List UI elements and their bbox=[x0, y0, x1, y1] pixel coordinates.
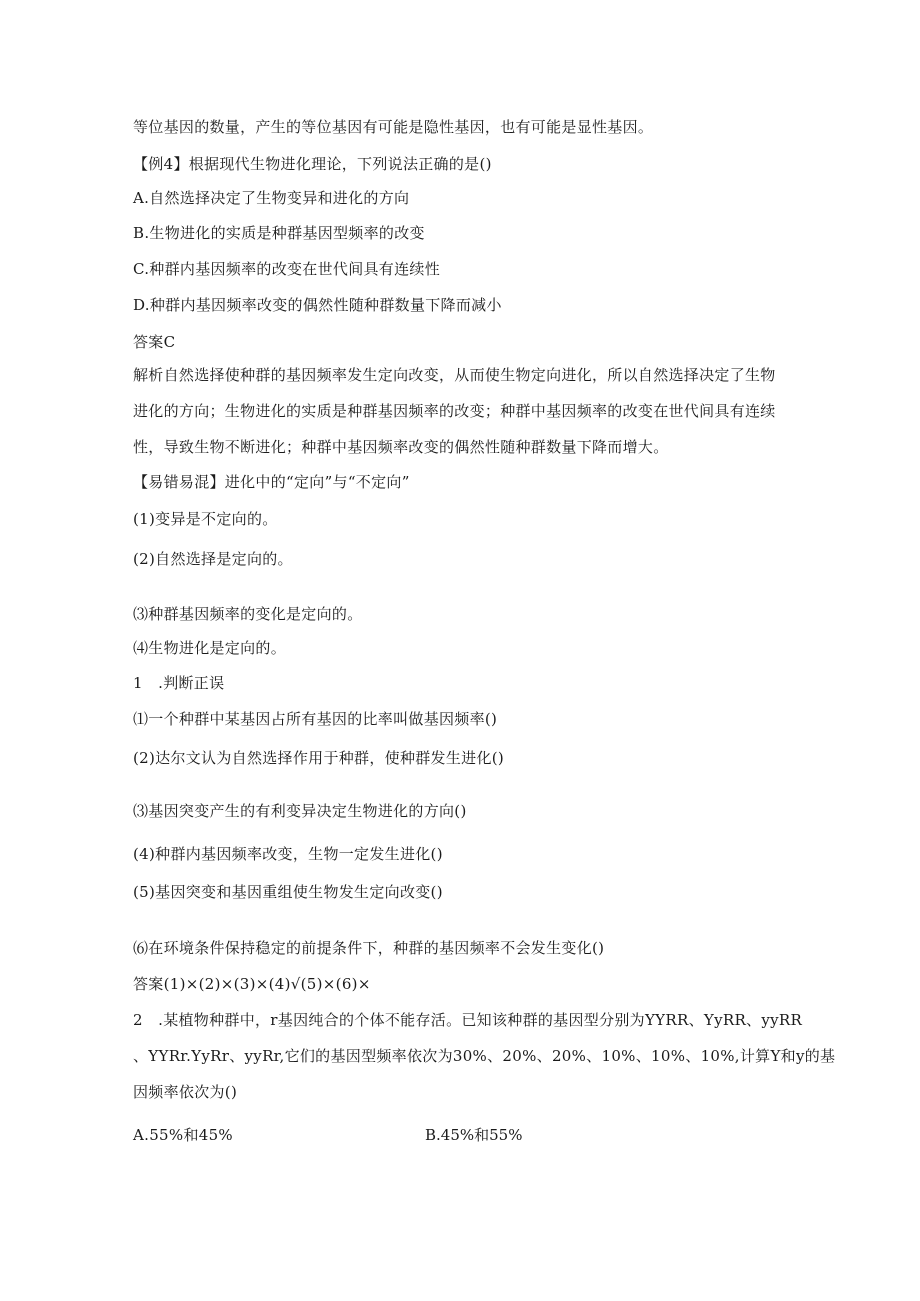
example-4-question: 【例4】根据现代生物进化理论，下列说法正确的是() bbox=[133, 155, 492, 173]
exercise-2-question-line-2: 、YYRr.YyRr、yyRr,它们的基因型频率依次为30%、20%、20%、10%、10%、10%,计算Y和y的基 bbox=[133, 1047, 836, 1065]
example-4-analysis-line-3: 性，导致生物不断进化；种群中基因频率改变的偶然性随种群数量下降而增大。 bbox=[133, 438, 669, 456]
example-4-option-a: A.自然选择决定了生物变异和进化的方向 bbox=[133, 189, 410, 207]
example-4-option-c: C.种群内基因频率的改变在世代间具有连续性 bbox=[133, 260, 441, 278]
tip-heading: 【易错易混】进化中的“定向”与“不定向” bbox=[133, 473, 410, 491]
tip-item-4: ⑷生物进化是定向的。 bbox=[133, 639, 287, 657]
example-4-option-b: B.生物进化的实质是种群基因型频率的改变 bbox=[133, 224, 425, 242]
exercise-1-item-3: ⑶基因突变产生的有利变异决定生物进化的方向() bbox=[133, 802, 467, 820]
exercise-2-option-b: B.45%和55% bbox=[425, 1126, 523, 1144]
example-4-answer: 答案C bbox=[133, 333, 176, 351]
example-4-analysis-line-1: 解析自然选择使种群的基因频率发生定向改变，从而使生物定向进化，所以自然选择决定了生物 bbox=[133, 366, 776, 384]
exercise-1-heading: 1 .判断正误 bbox=[133, 674, 225, 692]
exercise-1-item-2: (2)达尔文认为自然选择作用于种群，使种群发生进化() bbox=[133, 749, 505, 767]
exercise-1-item-4: (4)种群内基因频率改变，生物一定发生进化() bbox=[133, 845, 443, 863]
exercise-2-question-line-3: 因频率依次为() bbox=[133, 1083, 238, 1101]
exercise-1-item-1: ⑴一个种群中某基因占所有基因的比率叫做基因频率() bbox=[133, 710, 498, 728]
example-4-analysis-line-2: 进化的方向；生物进化的实质是种群基因频率的改变；种群中基因频率的改变在世代间具有连续 bbox=[133, 402, 776, 420]
exercise-2-option-a: A.55%和45% bbox=[133, 1126, 233, 1144]
text-line-continuation: 等位基因的数量，产生的等位基因有可能是隐性基因，也有可能是显性基因。 bbox=[133, 118, 654, 136]
example-4-option-d: D.种群内基因频率改变的偶然性随种群数量下降而减小 bbox=[133, 296, 502, 314]
tip-item-2: (2)自然选择是定向的。 bbox=[133, 550, 293, 568]
exercise-1-item-6: ⑹在环境条件保持稳定的前提条件下，种群的基因频率不会发生变化() bbox=[133, 939, 605, 957]
exercise-2-question-line-1: 2 .某植物种群中，r基因纯合的个体不能存活。已知该种群的基因型分别为YYRR、YyRR、yyRR bbox=[133, 1011, 803, 1029]
tip-item-3: ⑶种群基因频率的变化是定向的。 bbox=[133, 605, 363, 623]
exercise-1-answer: 答案(1)×(2)×(3)×(4)√(5)×(6)× bbox=[133, 975, 371, 993]
exercise-1-item-5: (5)基因突变和基因重组使生物发生定向改变() bbox=[133, 883, 443, 901]
tip-item-1: (1)变异是不定向的。 bbox=[133, 510, 278, 528]
